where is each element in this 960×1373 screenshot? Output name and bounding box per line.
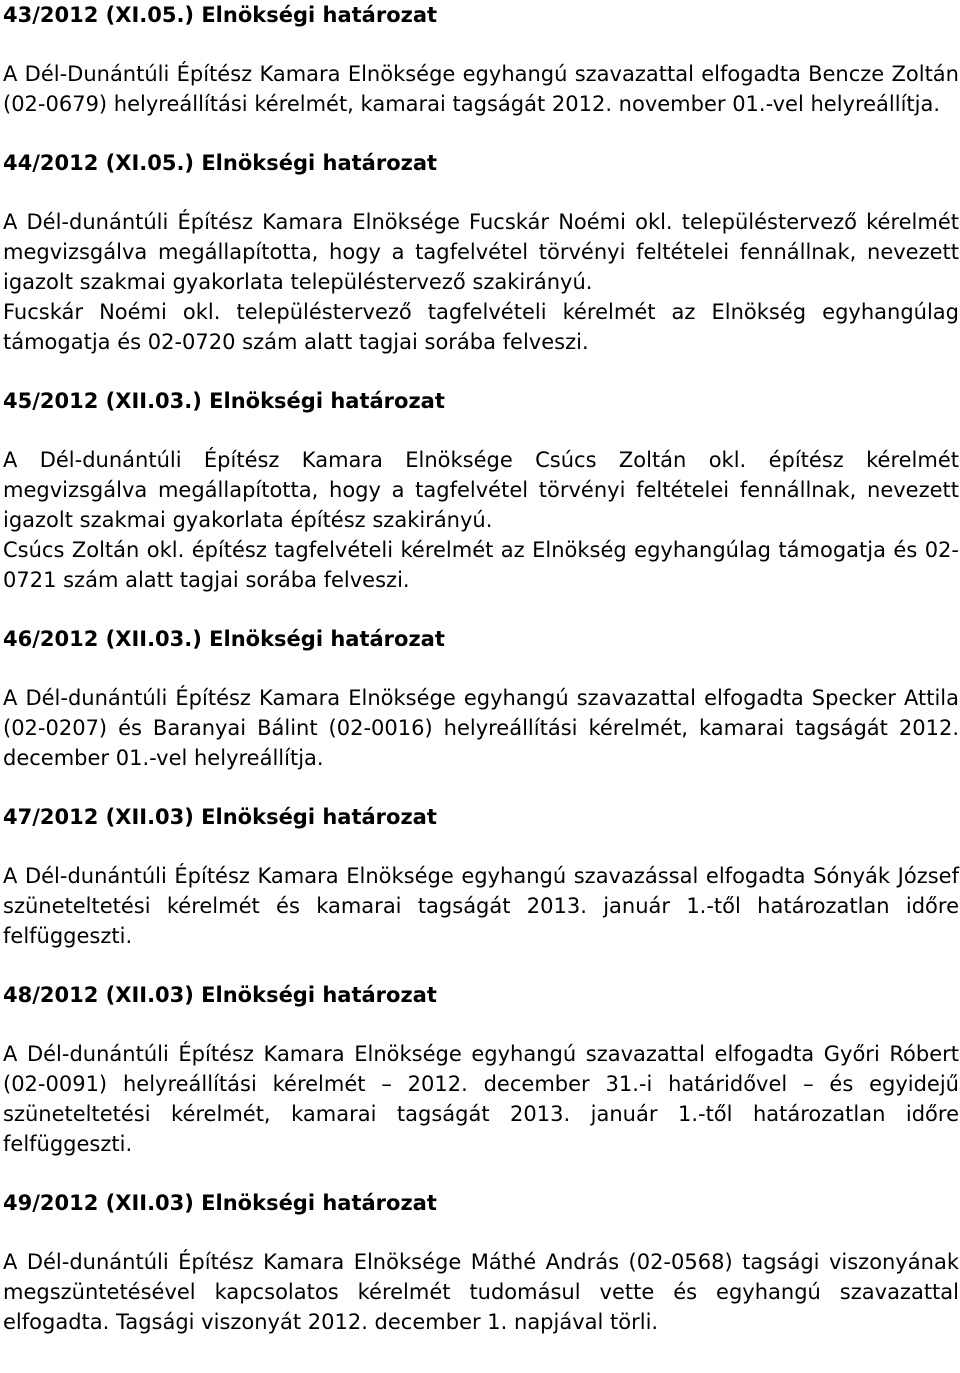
decision-text: A Dél-dunántúli Építész Kamara Elnöksége Csúcs Zoltán okl. építész kérelmét megvizsgálva megállapította, hogy a tagfelvétel törvényi feltételei fennállnak, nevezett igazolt szakmai gyakorlata építész szakirányú. [3,448,959,532]
decision-text: A Dél-dunántúli Építész Kamara Elnöksége egyhangú szavazattal elfogadta Specker Attila (02-0207) és Baranyai Bálint (02-0016) helyreállítási kérelmét, kamarai tagságát 2012. december 01.-vel helyreállítja. [3,686,959,770]
decision-title: 43/2012 (XI.05.) Elnökségi határozat [3,3,438,27]
decision-title: 46/2012 (XII.03.) Elnökségi határozat [3,627,445,651]
decision-46 [3,624,959,773]
decision-48 [3,980,959,1159]
decision-title: 45/2012 (XII.03.) Elnökségi határozat [3,389,445,413]
decision-43 [3,0,959,119]
decision-title: 48/2012 (XII.03) Elnökségi határozat [3,983,437,1007]
decision-45 [3,386,959,595]
decision-text: Csúcs Zoltán okl. építész tagfelvételi kérelmét az Elnökség egyhangúlag támogatja és 02-0721 szám alatt tagjai sorába felveszi. [3,538,959,592]
decision-44 [3,148,959,357]
decision-title: 47/2012 (XII.03) Elnökségi határozat [3,805,437,829]
decision-49 [3,1188,959,1337]
decision-text: A Dél-dunántúli Építész Kamara Elnöksége Fucskár Noémi okl. településtervező kérelmét megvizsgálva megállapította, hogy a tagfelvétel törvényi feltételei fennállnak, nevezett igazolt szakmai gyakorlata településtervező szakirányú. [3,210,959,294]
decision-text: A Dél-Dunántúli Építész Kamara Elnöksége egyhangú szavazattal elfogadta Bencze Zoltán (02-0679) helyreállítási kérelmét, kamarai tagságát 2012. november 01.-vel helyreállítja. [3,62,959,116]
decision-47 [3,802,959,951]
decision-text: A Dél-dunántúli Építész Kamara Elnöksége egyhangú szavazattal elfogadta Győri Róbert (02-0091) helyreállítási kérelmét – 2012. december 31.-i határidővel – és egyidejű szüneteltetési kérelmét, kamarai tagságát 2013. január 1.-től határozatlan időre felfüggeszti. [3,1042,959,1156]
decision-text: A Dél-dunántúli Építész Kamara Elnöksége Máthé András (02-0568) tagsági viszonyának megszüntetésével kapcsolatos kérelmét tudomásul vette és egyhangú szavazattal elfogadta. Tagsági viszonyát 2012. december 1. napjával törli. [3,1250,959,1334]
decision-text: A Dél-dunántúli Építész Kamara Elnöksége egyhangú szavazással elfogadta Sónyák József szüneteltetési kérelmét és kamarai tagságát 2013. január 1.-től határozatlan időre felfüggeszti. [3,864,959,948]
decision-title: 49/2012 (XII.03) Elnökségi határozat [3,1191,437,1215]
decision-title: 44/2012 (XI.05.) Elnökségi határozat [3,151,438,175]
decision-text: Fucskár Noémi okl. településtervező tagfelvételi kérelmét az Elnökség egyhangúlag támogatja és 02-0720 szám alatt tagjai sorába felveszi. [3,300,959,354]
